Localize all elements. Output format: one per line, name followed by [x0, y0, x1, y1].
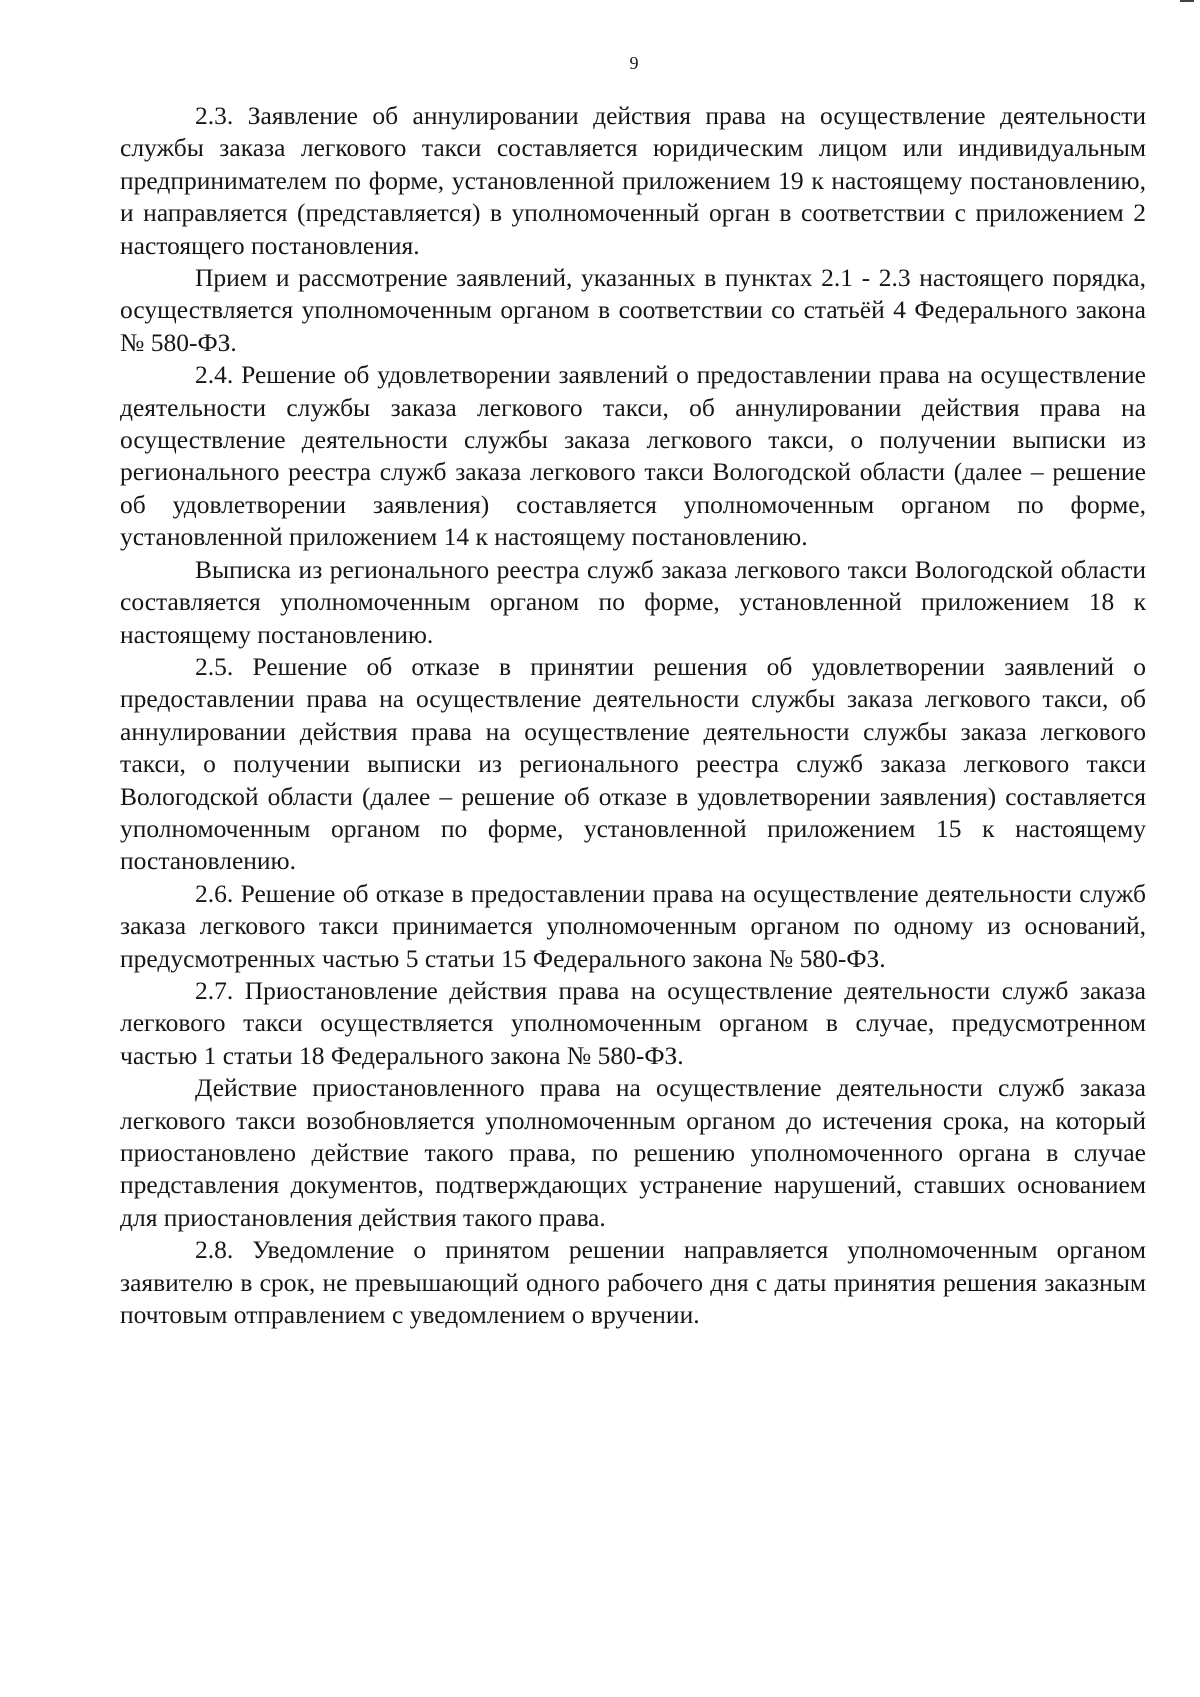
paragraph-suspended-right-renewal: Действие приостановленного права на осуществление деятельности служб заказа легкового такси возобновляется уполномоченным органом до истечения срока, на который приостановлено действие такого права, по решению уполномоченного органа в случае представления документов, подтверждающих устранение нарушений, ставших основанием для приостановления действия такого права. — [120, 1073, 1146, 1232]
paragraph-2-8: 2.8. Уведомление о принятом решении направляется уполномоченным органом заявителю в срок, не превышающий одного рабочего дня с даты принятия решения заказным почтовым отправлением с уведомлением о вручении. — [120, 1235, 1146, 1330]
paragraph-applications-review: Прием и рассмотрение заявлений, указанных в пунктах 2.1 - 2.3 настоящего порядка, осуществляется уполномоченным органом в соответствии со статьёй 4 Федерального закона № 580-ФЗ. — [120, 263, 1146, 357]
paragraph-2-3: 2.3. Заявление об аннулировании действия права на осуществление деятельности службы заказа легкового такси составляется юридическим лицом или индивидуальным предпринимателем по форме, установленной приложением 19 к настоящему постановлению, и направляется (представляется) в уполномоченный орган в соответствии с приложением 2 настоящего постановления. — [120, 101, 1146, 260]
page-number: 9 — [629, 53, 639, 73]
document-body — [120, 100, 1146, 1331]
paragraph-2-6: 2.6. Решение об отказе в предоставлении права на осуществление деятельности служб заказа легкового такси принимается уполномоченным органом по одному из оснований, предусмотренных частью 5 статьи 15 Федерального закона № 580-ФЗ. — [120, 878, 1146, 973]
paragraph-2-7: 2.7. Приостановление действия права на осуществление деятельности служб заказа легкового такси осуществляется уполномоченным органом в случае, предусмотренном частью 1 статьи 18 Федерального закона № 580-ФЗ. — [120, 975, 1146, 1070]
paragraph-2-4: 2.4. Решение об удовлетворении заявлений о предоставлении права на осуществление деятельности службы заказа легкового такси, об аннулировании действия права на осуществление деятельности службы заказа легкового такси, о получении выписки из регионального реестра служб заказа легкового такси Вологодской области (далее – решение об удовлетворении заявления) составляется уполномоченным органом по форме, установленной приложением 14 к настоящему постановлению. — [120, 360, 1146, 552]
scan-corner-mark — [1180, 0, 1194, 6]
paragraph-2-5: 2.5. Решение об отказе в принятии решения об удовлетворении заявлений о предоставлении права на осуществление деятельности службы заказа легкового такси, об аннулировании действия права на осуществление деятельности службы заказа легкового такси, о получении выписки из регионального реестра служб заказа легкового такси Вологодской области (далее – решение об отказе в удовлетворении заявления) составляется уполномоченным органом по форме, установленной приложением 15 к настоящему постановлению. — [120, 651, 1146, 876]
paragraph-registry-extract: Выписка из регионального реестра служб заказа легкового такси Вологодской области составляется уполномоченным органом по форме, установленной приложением 18 к настоящему постановлению. — [120, 554, 1146, 649]
